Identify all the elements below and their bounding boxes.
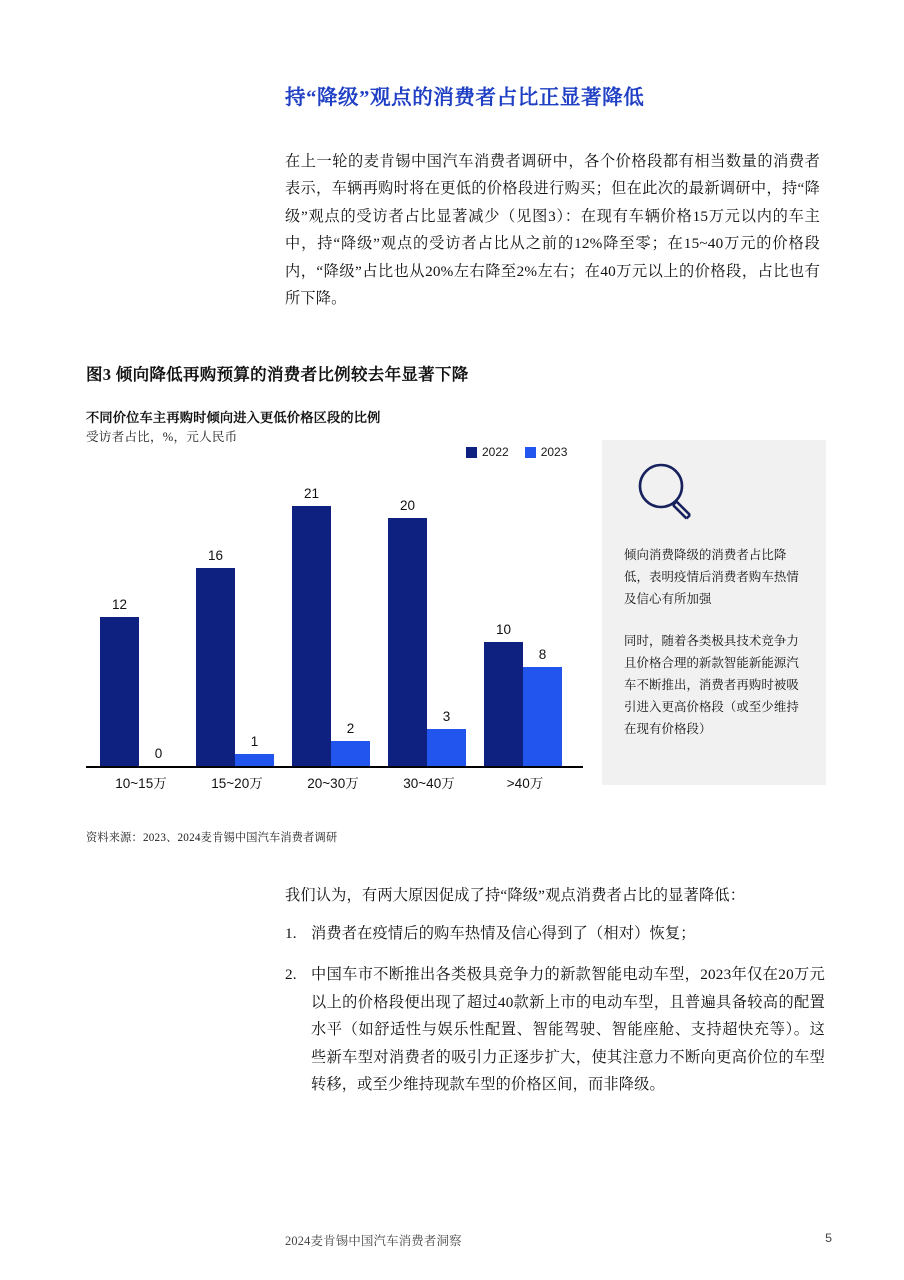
chart-plot-area: [86, 480, 583, 768]
bar-group: [388, 481, 466, 766]
legend-swatch-2022: [466, 447, 477, 458]
chart-category-labels: [86, 772, 583, 796]
exhibit-subtitle: 不同价位车主再购时倾向进入更低价格区段的比例: [86, 410, 381, 425]
bar-rect: [523, 667, 562, 766]
list-item: [285, 961, 825, 1098]
legend-label-2023: 2023: [540, 445, 568, 459]
list-item-text: 消费者在疫情后的购车热情及信心得到了（相对）恢复；: [311, 925, 696, 942]
legend-label-2022: 2022: [482, 445, 509, 459]
list-item-text: 中国车市不断推出各类极具竞争力的新款智能电动车型，2023年仅在20万元以上的价格段便出现了超过40款新上市的电动车型，且普遍具备较高的配置水平（如舒适性与娱乐性配置、智能驾驶、智能座舱、支持超快充等）。这些新车型对消费者的吸引力正逐步扩大，使其注意力不断向更高价位的车型转移，或至少维持现款车型的价格区间，而非降级。: [311, 966, 825, 1094]
bar-2022: [100, 481, 139, 766]
bar-2023: [427, 481, 466, 766]
bar-value-label: 12: [111, 596, 128, 612]
list-item-marker: 2.: [285, 966, 297, 984]
footer-page-number: 5: [825, 1231, 832, 1245]
source-note: 资料来源：2023、2024麦肯锡中国汽车消费者调研: [86, 832, 338, 844]
bar-value-label: 3: [442, 708, 451, 724]
body-lead-in: 我们认为，有两大原因促成了持“降级”观点消费者占比的显著降低：: [285, 887, 746, 904]
page-title: 持“降级”观点的消费者占比正显著降低: [285, 87, 645, 109]
bar-rect: [388, 518, 427, 766]
bar-value-label: 2: [346, 720, 355, 736]
bar-value-label: 20: [399, 497, 416, 513]
list-item-marker: 1.: [285, 925, 297, 942]
bar-group: [100, 481, 178, 766]
category-label: >40万: [506, 776, 544, 791]
callout-paragraph-2: 同时，随着各类极具技术竞争力且价格合理的新款智能新能源汽车不断推出，消费者再购时被吸引进入更高价格段（或至少维持在现有价格段）: [624, 634, 799, 736]
bar-rect: [100, 617, 139, 766]
bar-group: [484, 481, 562, 766]
callout-panel: [602, 440, 826, 785]
bar-2023: [523, 481, 562, 766]
chart-x-axis: [86, 766, 583, 769]
callout-text: [624, 544, 810, 740]
bar-rect: [331, 741, 370, 766]
bar-chart: [86, 440, 583, 791]
bar-group: [196, 481, 274, 766]
legend-item-2022: [466, 445, 509, 459]
chart-legend: [466, 445, 567, 459]
bar-value-label: 16: [207, 547, 224, 563]
numbered-list: [285, 920, 825, 1112]
bar-rect: [427, 729, 466, 766]
exhibit-title: 图3 倾向降低再购预算的消费者比例较去年显著下降: [86, 365, 469, 384]
category-label: 30~40万: [403, 776, 455, 791]
list-item: [285, 920, 825, 947]
bar-2023: [331, 481, 370, 766]
legend-item-2023: [525, 445, 568, 459]
bar-value-label: 21: [303, 485, 320, 501]
callout-paragraph-1: 倾向消费降级的消费者占比降低，表明疫情后消费者购车热情及信心有所加强: [624, 548, 799, 606]
magnifier-icon: [632, 458, 702, 533]
category-label: 20~30万: [307, 776, 359, 791]
exhibit-unit-label: 受访者占比，%，元人民币: [86, 430, 238, 444]
bar-value-label: 0: [154, 745, 163, 761]
bar-2022: [196, 481, 235, 766]
bar-2022: [484, 481, 523, 766]
legend-swatch-2023: [525, 447, 536, 458]
bar-2023: [139, 481, 178, 766]
footer-title: 2024麦肯锡中国汽车消费者洞察: [285, 1234, 462, 1248]
bar-2023: [235, 481, 274, 766]
bar-rect: [235, 754, 274, 766]
category-label: 10~15万: [115, 776, 167, 791]
bar-value-label: 10: [495, 621, 512, 637]
intro-paragraph: 在上一轮的麦肯锡中国汽车消费者调研中，各个价格段都有相当数量的消费者表示，车辆再购时将在更低的价格段进行购买；但在此次的最新调研中，持“降级”观点的受访者占比显著减少（见图3）：在现有车辆价格15万元以内的车主中，持“降级”观点的受访者占比从之前的12%降至零；在15~40万元的价格段内，“降级”占比也从20%左右降至2%左右；在40万元以上的价格段，占比也有所下降。: [285, 153, 820, 308]
bar-group: [292, 481, 370, 766]
bar-value-label: 1: [250, 733, 259, 749]
bar-value-label: 8: [538, 646, 547, 662]
category-label: 15~20万: [211, 776, 263, 791]
